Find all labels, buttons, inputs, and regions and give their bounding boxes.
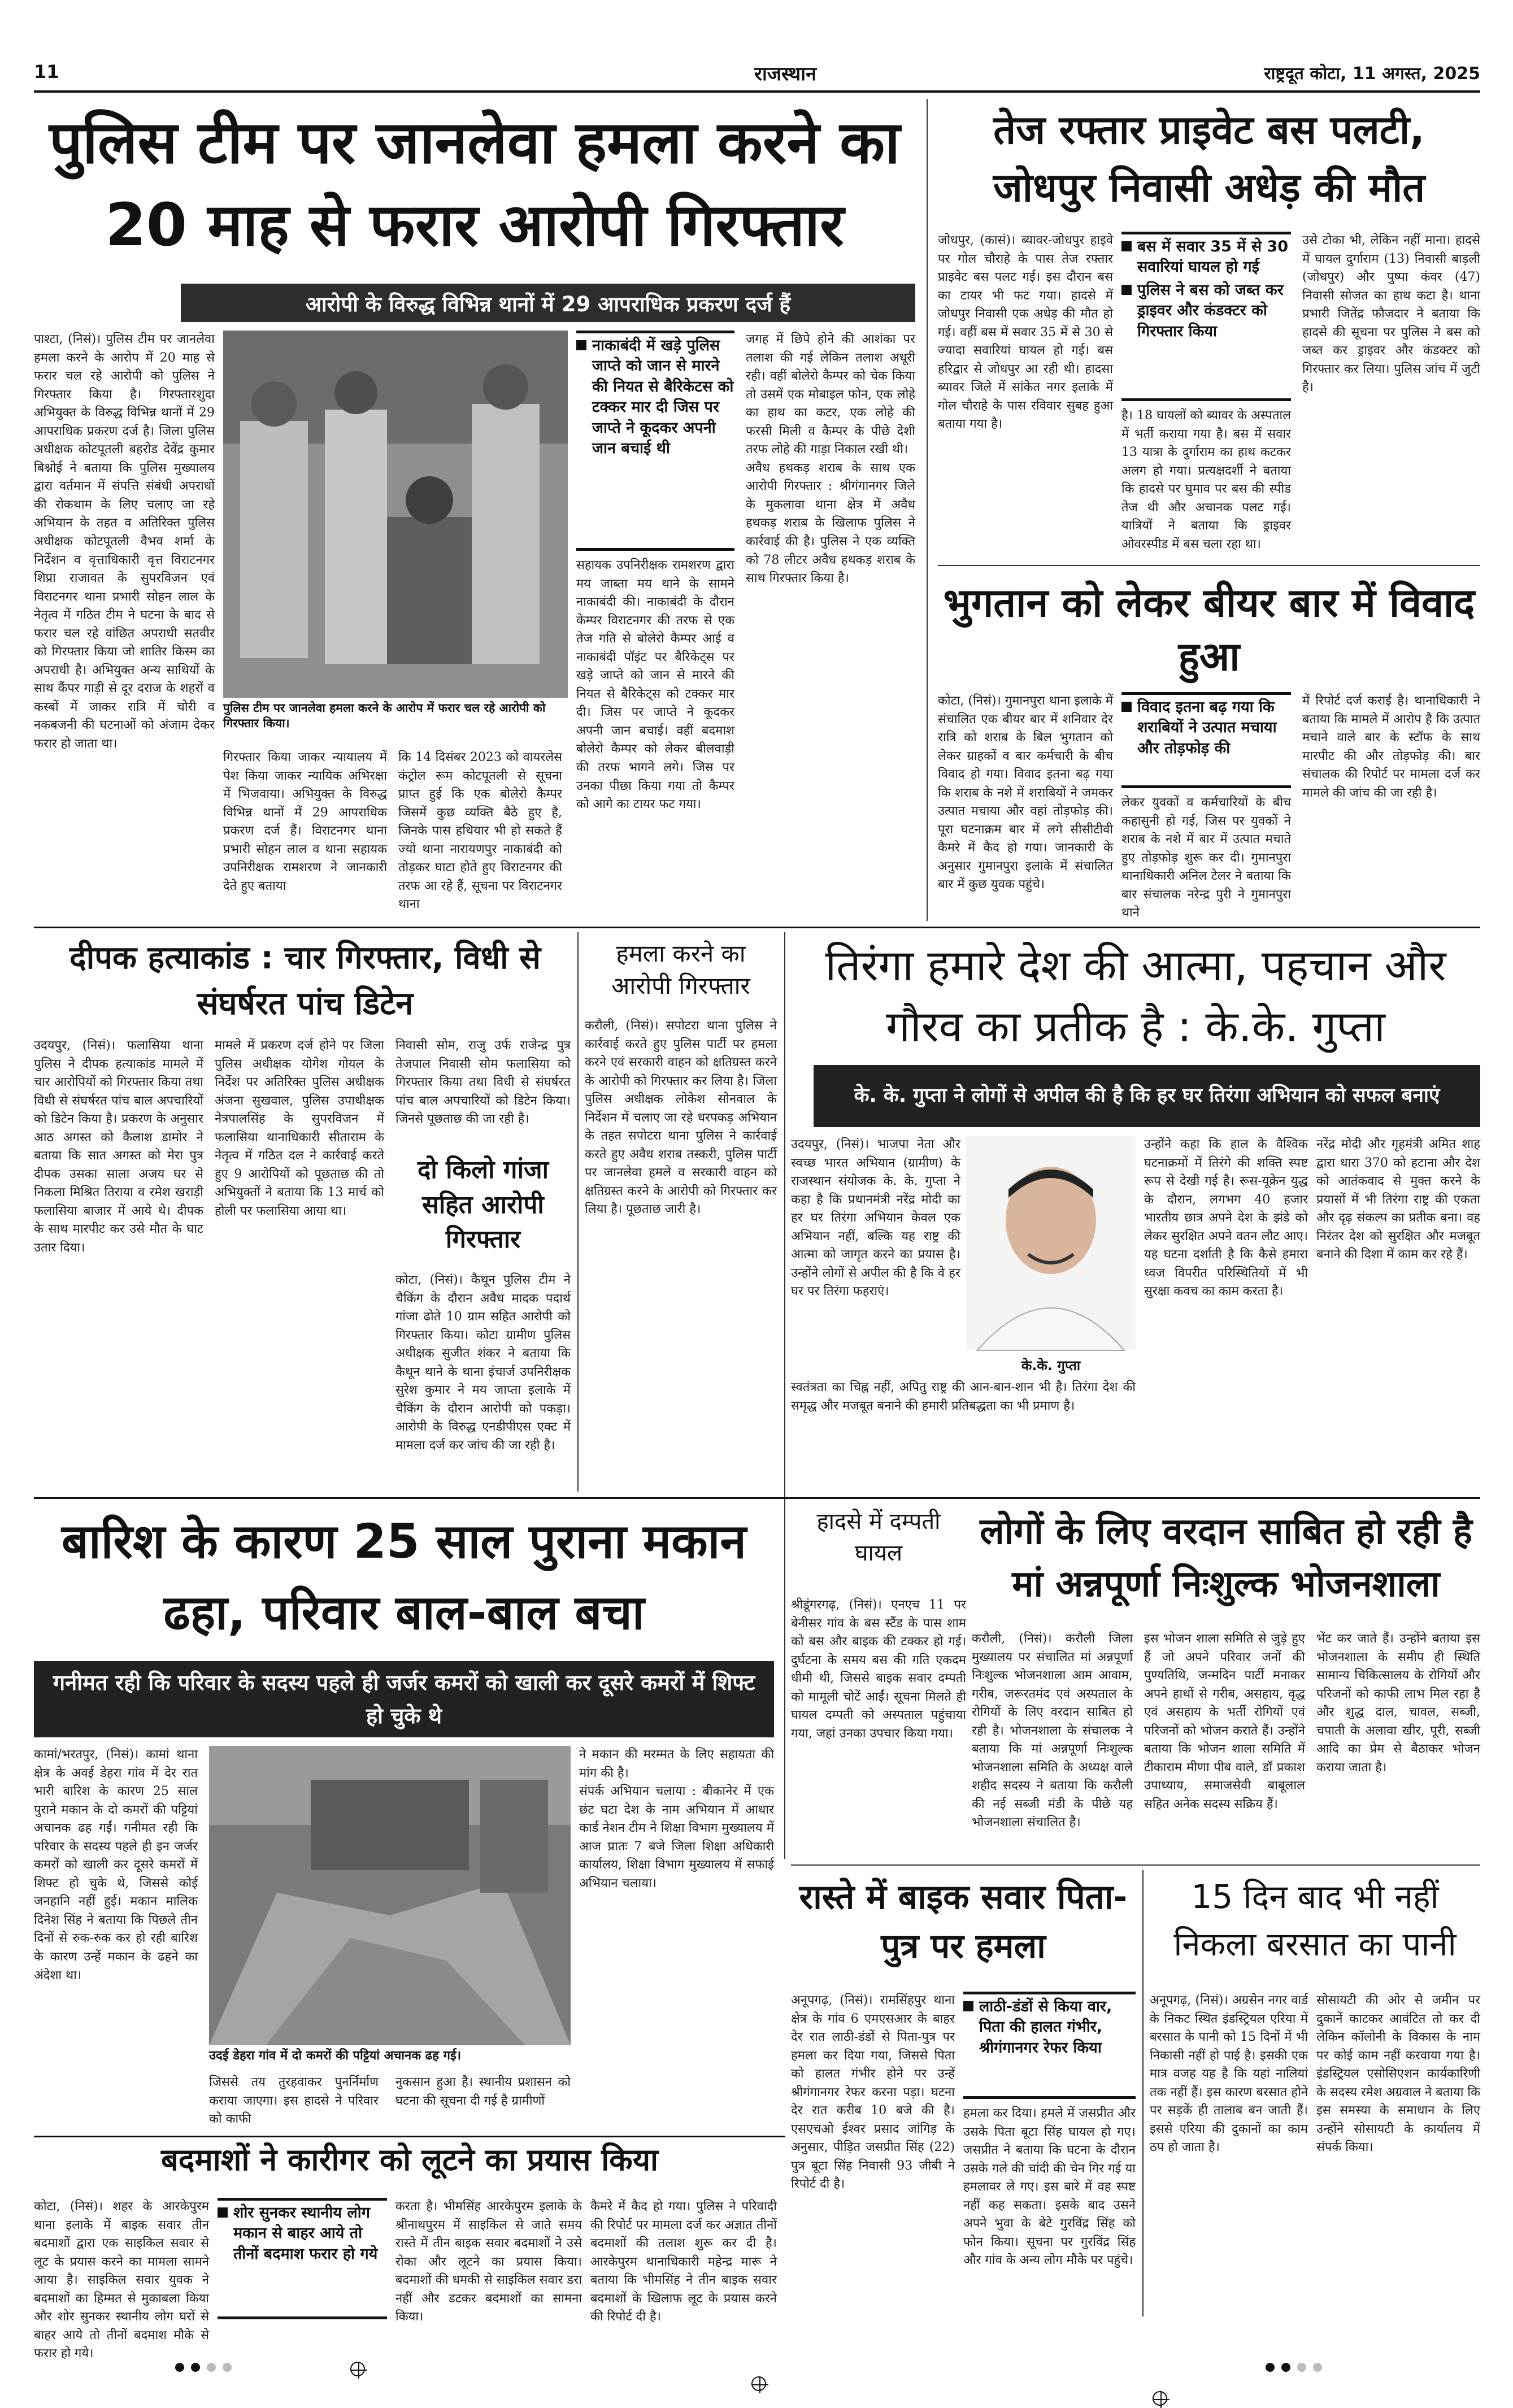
rule-h-row2	[34, 1497, 1480, 1499]
story11-col2	[963, 2105, 1136, 2319]
story11-col2-text: हमला कर दिया। हमले में जसप्रीत और उसके पिता बूटा सिंह घायल हो गए। जसप्रीत ने बताया कि घटना के दौरान उसके गले की चांदी की चेन गिर गई या हमलावर ले गए। इस बारे में वह स्पष्ट नहीं कह सकता। इसके बाद उसने अपने भुवा के बेटे गुरविंद्र सिंह को फोन किया। सूचना पर गुरविंद्र सिंह और गांव के अन्य लोग मौके पर पहुंचे।	[963, 2106, 1136, 2268]
story12-col1	[1150, 1992, 1308, 2319]
bullet-square-icon	[1121, 241, 1132, 251]
bullet-square-icon	[218, 2207, 228, 2218]
story2-quote	[1121, 232, 1291, 401]
story1-col2-text: गिरफ्तार किया जाकर न्यायालय में पेश किया जाकर न्यायिक अभिरक्षा में भिजवाया। अभियुक्त के विरुद्ध विभिन्न थानों में 29 आपराधिक प्रकरण दर्ज हैं। विराटनगर थाना प्रभारी सोहन लाल व थाना सहायक उपनिरीक्षक रामशरण ने जानकारी देते हुए बताया	[223, 750, 387, 893]
registration-dot-icon	[207, 2363, 216, 2372]
story10-col1-text: करौली, (निसं)। करौली जिला मुख्यालय पर संचालित मां अन्नपूर्णा निःशुल्क भोजनशाला आम आवाम, गरीब, जरूरतमंद एवं अस्पताल के रोगियों के लिए वरदान साबित हो रही है। भोजनशाला के संचालक ने बताया कि मां अन्नपूर्णा निःशुल्क भोजनशाला समिति के अध्यक्ष वाले शहीद सदस्य ने बताया कि करौली की नई सब्जी मंडी के पीछे यह भोजनशाला संचालित है।	[972, 1632, 1133, 1830]
story9-col	[791, 1596, 966, 1856]
story1-col3-text: कि 14 दिसंबर 2023 को वायरलेस कंट्रोल रूम कोटपूतली से सूचना प्राप्त हुई कि एक बोलेरो कैम्पर जिसमें कुछ व्यक्ति बैठे हुए है, जिनके पास हथियार भी हो सकते हैं ज्यो थाना नारायणपुर नाकाबंदी को तोड़कर घाटा होते हुए विराटनगर की तरफ आ रहे हैं, सूचना पर विराटनगर थाना	[398, 750, 562, 912]
page-number: 11	[34, 61, 59, 82]
story8-col2-text: ने मकान की मरम्मत के लिए सहायता की मांग की है। संपर्क अभियान चलाया : बीकानेर में एक छंट घटा देश के नाम अभियान में आधार कार्ड नेशन टीम ने शिक्षा विभाग मुख्यालय में आज प्रातः 7 बजे जिला शिक्षा अधिकारी कार्यालय, शिक्षा विभाग मुख्यालय में सफाई अभियान चलाया।	[579, 1748, 774, 1890]
registration-dot-icon	[223, 2363, 232, 2372]
bullet-square-icon	[1121, 285, 1132, 295]
story1-subhead: आरोपी के विरुद्ध विभिन्न थानों में 29 आपराधिक प्रकरण दर्ज हैं	[181, 284, 915, 322]
story11-quote-text: लाठी-डंडों से किया वार, पिता की हालत गंभीर, श्रीगंगानगर रेफर किया	[979, 1998, 1112, 2057]
story8-col-bottom2-text: नुकसान हुआ है। स्थानीय प्रशासन को घटना की सूचना दी गई है ग्रामीणों	[395, 2075, 571, 2108]
bullet-square-icon	[1121, 702, 1132, 712]
story1-col1-text: पाश्टा, (निसं)। पुलिस टीम पर जानलेवा हमला करने के आरोप में 20 माह से फरार चल रहे आरोपी को पुलिस ने गिरफ्तार किया है। गिरफ्तारशुदा अभियुक्त के विरुद्ध विभिन्न थानों में 29 आपराधिक प्रकरण दर्ज है। जिला पुलिस अधीक्षक कोटपूतली बहरोड देवेंद्र कुमार बिश्नोई ने बताया कि पुलिस मुख्यालय द्वारा वर्तमान में संपत्ति संबंधी अपराधों की रोकथाम के लिए चलाए जा रहे अभियान के तहत व अतिरिक्त पुलिस अधीक्षक कोटपूतली वैभव शर्मा के निर्देशन व वृत्ताधिकारी वृत्त विराटनगर शिप्रा राजावत के सुपरविजन एवं विराटनगर थाना प्रभारी सोहन लाल के नेतृत्व में गठित टीम ने घटना के बाद से फरार चल रहे वांछित अपराधी सतवीर को गिरफ्तार किया जो शातिर किस्म का अपराधी है। अभियुक्त अन्य साथियों के साथ कैंपर गाड़ी से दूर दराज के शहरों व कस्बों में जाकर रात्रि में चोरी व नकबजनी की घटनाओं को अंजाम देकर फरार हो जाता था।	[34, 332, 215, 751]
story1-col3	[398, 749, 562, 918]
rule-h-s2	[938, 565, 1480, 566]
story1-quote	[576, 331, 734, 551]
story3-quote	[1121, 692, 1291, 788]
story7-col-left-bottom-text: स्वतंत्रता का चिह्न नहीं, अपितु राष्ट्र की आन-बान-शान भी है। तिरंगा देश की समृद्ध और मजबूत बनाने की हमारी प्रतिबद्धता का भी प्रमाण है।	[791, 1380, 1136, 1413]
story8-caption: उदई डेहरा गांव में दो कमरों की पट्टियां अचानक ढह गई।	[209, 2049, 462, 2063]
story1-photo	[223, 331, 568, 698]
rule-h-row1	[34, 927, 1480, 928]
story2-col1-text: जोधपुर, (कासं)। ब्यावर-जोधपुर हाइवे पर गोल चौराहे के पास तेज रफ्तार प्राइवेट बस पलट गई। इस दौरान बस का टायर भी फट गया। हादसे में जोधपुर निवासी एक अधेड़ की मौत हो गई। वहीं बस में सवार 35 में से 30 से ज्यादा सवारियां घायल हो गई। बस हरिद्वार से जोधपुर आ रही थी। हादसा ब्यावर जिले में सांकेत नगर इलाके में गोल चौराहे के पास रविवार सुबह हुआ बताया गया है।	[938, 233, 1113, 432]
kk-gupta-portrait-icon	[966, 1136, 1136, 1350]
registration-dot-icon	[1281, 2363, 1290, 2372]
story1-col5-text: जगह में छिपे होने की आशंका पर तलाश की गई लेकिन तलाश अधूरी रही। वहीं बोलेरो कैम्पर को चेक किया तो उसमें एक मोबाइल फोन, एक लोहे का हाथ का कटर, एक लोहे की फरसी मिली व कैम्पर के पीछे देशी तरफ लोहे की गाड़ा निकाल रखी थी। अवैध हथकड़ शराब के साथ एक आरोपी गिरफ्तार : श्रीगंगानगर जिले के मुकलावा थाना क्षेत्र में अवैध हथकड़ शराब के खिलाफ पुलिस ने कार्रवाई की है। पुलिस ने एक व्यक्ति को 78 लीटर अवैध हथकड़ शराब के साथ गिरफ्तार किया है।	[746, 332, 915, 586]
rule-h-s11	[791, 1864, 1480, 1866]
story5-col	[395, 1271, 571, 1489]
story5-headline: दो किलो गांजा सहित आरोपी गिरफ्तार	[417, 1155, 549, 1254]
registration-dot-icon	[1266, 2363, 1275, 2372]
page-header	[34, 56, 1480, 90]
story5-col-text: कोटा, (निसं)। कैथून पुलिस टीम ने चैकिंग के दौरान अवैध मादक पदार्थ गांजा ढोते 10 ग्राम सहित आरोपी को गिरफ्तार किया। कोटा ग्रामीण पुलिस अधीक्षक सुजीत शंकर ने बताया कि कैथून थाने के थाना इंचार्ज उपनिरीक्षक सुरेश कुमार ने मय जाप्ता इलाके में चैकिंग के दौरान आरोपी को पकड़ा। आरोपी के विरुद्ध एनडीपीएस एक्ट में मामला दर्ज कर जांच की जा रही है।	[395, 1273, 571, 1453]
story3-col3-text: में रिपोर्ट दर्ज कराई है। थानाधिकारी ने बताया कि मामले में आरोप है कि उत्पात मचाने वाले बार के स्टॉफ के साथ मारपीट की और तोड़फोड़ की। बार संचालक की रिपोर्ट पर मामला दर्ज कर मामले की जांच की जा रही है।	[1302, 694, 1480, 800]
story6-col-text: करौली, (निसं)। सपोटरा थाना पुलिस ने कार्रवाई करते हुए पुलिस पार्टी पर हमला करने एवं सरकारी वाहन को क्षतिग्रस्त करने के आरोपी को गिरफ्तार कर लिया है। जिला पुलिस अधीक्षक लोकेश सोनवाल के निर्देशन में चलाए जा रहे धरपकड़ अभियान के तहत सपोटरा थाना पुलिस ने कार्रवाई करते हुए अवैध शराब तस्करी, पुलिस पार्टी पर जानलेवा हमले व सरकारी वाहन को क्षतिग्रस्त करने के आरोपी को गिरफ्तार कर लिया है। पूछताछ जारी है।	[585, 1019, 777, 1217]
story10-col3	[1316, 1630, 1480, 1856]
story9-col-text: श्रीडूंगरगढ़, (निसं)। एनएच 11 पर बेनीसर गांव के बस स्टैंड के पास शाम को बस और बाइक की टक्कर हो गई। दुर्घटना के समय बस की गति एकदम धीमी थी, जिससे बाइक सवार दम्पती को मामूली चोटें आईं। सूचना मिलते ही घायल दम्पती को अस्पताल पहुंचाया गया, जहां उनका उपचार किया गया।	[791, 1598, 966, 1741]
story2-col3-text: उसे टोका भी, लेकिन नहीं माना। हादसे में घायल दुर्गाराम (13) निवासी बाड़ली (जोधपुर) और पुष्पा कंवर (47) निवासी सोजत का हाथ कटा है। थाना प्रभारी जितेंद्र फौजदार ने बताया कि हादसे की सूचना पर पुलिस ने बस को जब्त कर ड्राइवर और कंडक्टर को गिरफ्तार कर लिया। पुलिस जांच में जुटी है।	[1302, 233, 1480, 395]
story7-headline: तिरंगा हमारे देश की आत्मा, पहचान और गौरव का प्रतीक है : के.के. गुप्ता	[825, 940, 1446, 1051]
story2-col1	[938, 232, 1113, 548]
story4-col1-text: उदयपुर, (निसं)। फलासिया थाना पुलिस ने दीपक हत्याकांड मामले में चार आरोपियों को गिरफ्तार किया तथा विधी से संघर्षरत पांच बाल अपचारियों को डिटेन किया है। प्रकरण के अनुसार आठ अगस्त को कैलाश डामोर ने बताया कि सात अगस्त को मेरा पुत्र दीपक उसका साला अजय घर से निकला मिश्रित तिराया व रमेश खराड़ी फलासिया बाजार में आये थे। दीपक के साथ मारपीट कर उसे मौत के घाट उतार दिया।	[34, 1038, 203, 1255]
story11-col1	[791, 1992, 955, 2319]
header-rule	[34, 90, 1480, 93]
story13-col1-text: कोटा, (निसं)। शहर के आरकेपुरम थाना इलाके में बाइक सवार तीन बदमाशों द्वारा एक साइकिल सवार से लूट के प्रयास करने का मामला सामने आया है। साइकिल सवार युवक ने बदमाशों का हिम्मत से मुकाबला किया और शोर सुनकर स्थानीय लोग घरों से बाहर आये तो तीनों बदमाश मौके से फरार हो गये।	[34, 2200, 209, 2361]
story4-col3-text: निवासी सोम, राजु उर्फ राजेन्द्र पुत्र तेजपाल निवासी सोम फलासिया को गिरफ्तार किया तथा विधी से संघर्षरत पांच बाल अपचारियों को डिटेन किया। जिनसे पूछताछ की जा रही है।	[395, 1038, 571, 1127]
story10-col1	[972, 1630, 1133, 1856]
rule-h-s13	[34, 2136, 785, 2137]
story8-col2	[579, 1746, 774, 2130]
story3-col1	[938, 692, 1113, 918]
registration-dot-icon	[1297, 2363, 1306, 2372]
story7-col3	[1316, 1136, 1480, 1489]
story4-col2-text: मामले में प्रकरण दर्ज होने पर जिला पुलिस अधीक्षक योगेश गोयल के निर्देश पर अतिरिक्त पुलिस अधीक्षक अंजना सुखवाल, पुलिस उपाधीक्षक नेत्रपालसिंह के सुपरविजन में फलासिया थानाधिकारी सीताराम के नेतृत्व में गठित दल ने कार्रवाई करते हुए 9 आरोपियों को पूछताछ की तो अभियुक्तों ने बताया कि 13 मार्च को होली पर फलासिया आया था।	[215, 1038, 384, 1218]
story13-col1	[34, 2198, 209, 2361]
story1-col2	[223, 749, 387, 918]
story1-col1	[34, 331, 215, 918]
story13-headline: बदमाशों ने कारीगर को लूटने का प्रयास किया	[160, 2142, 659, 2177]
story12-headline: 15 दिन बाद भी नहीं निकला बरसात का पानी	[1173, 1877, 1457, 1964]
story13-col3	[590, 2198, 777, 2324]
story3-col3	[1302, 692, 1480, 918]
story13-col2-text: करता है। भीमसिंह आरकेपुरम इलाके के श्रीनाथपुरम में साइकिल से जाते समय रास्ते में तीन बाइक सवार बदमाशों ने उसे रोका और लूटने का प्रयास किया। बदमाशों की धमकी से साइकिल सवार डरा नहीं और डटकर बदमाशों का सामना किया।	[395, 2200, 582, 2324]
registration-mark-icon	[751, 2376, 766, 2391]
story7-col1	[791, 1136, 960, 1373]
rule-v-main	[927, 99, 928, 921]
registration-dot-icon	[1313, 2363, 1322, 2372]
story2-quote-2: पुलिस ने बस को जब्त कर ड्राइवर और कंडक्टर को गिरफ्तार किया	[1137, 281, 1284, 340]
story8-col-bottom1	[209, 2074, 379, 2130]
story4-col3	[395, 1037, 571, 1150]
story1-caption: पुलिस टीम पर जानलेवा हमला करने के आरोप में फरार चल रहे आरोपी को गिरफ्तार किया।	[223, 701, 546, 731]
story4-col2	[215, 1037, 384, 1489]
story12-col2	[1316, 1992, 1480, 2319]
story10-col2-text: इस भोजन शाला समिति से जुड़े हुए हैं जो अपने परिवार जनों की पुण्यतिथि, जन्मदिन पार्टी मनाकर अपने हाथों से गरीब, असहाय, वृद्ध एवं असहाय के भर्ती रोगियों एवं परिजनों को भोजन कराते हैं। उन्होंने बताया कि भोजन शाला समिति में टीकाराम मीणा पीब वाले, डॉ प्रकाश उपाध्याय, समाजसेवी बाबूलाल सहित अनेक सदस्य सक्रिय हैं।	[1144, 1632, 1305, 1811]
rule-v-s12	[1142, 1870, 1144, 2316]
story8-photo	[209, 1746, 571, 2045]
story13-quote-text: शोर सुनकर स्थानीय लोग मकान से बाहर आये तो तीनों बदमाश फरार हो गये	[233, 2204, 378, 2263]
story11-quote	[963, 1992, 1136, 2099]
page-footer	[34, 2356, 1480, 2384]
section-name: राजस्थान	[754, 63, 816, 85]
registration-dot-icon	[191, 2363, 200, 2372]
story7-photo-caption: के.के. गुप्ता	[1021, 1358, 1081, 1373]
story8-col1	[34, 1746, 198, 2130]
story7-subhead: के. के. गुप्ता ने लोगों से अपील की है कि हर घर तिरंगा अभियान को सफल बनाएं	[814, 1065, 1480, 1127]
story7-col2	[1144, 1136, 1308, 1489]
story1-quote-text: नाकाबंदी में खड़े पुलिस जाप्ते को जान से मारने की नियत से बैरिकेटस को टक्कर मार दी जिस पर जाप्ते ने कूदकर अपनी जान बचाई थी	[592, 337, 734, 458]
rule-v-s6	[577, 932, 579, 1492]
story7-photo	[966, 1136, 1136, 1373]
story7-col2-text: उन्होंने कहा कि हाल के वैश्विक घटनाक्रमों में तिरंगे की शक्ति स्पष्ट रूप से देखी गई है। रूस-यूक्रेन युद्ध के दौरान, लगभग 40 हजार भारतीय छात्र अपने देश के झंडे को लेकर सुरक्षित अपने वतन लौट आए। यह घटना दर्शाती है कि कैसे हमारा ध्वज विपरीत परिस्थितियों में भी सुरक्षा कवच का काम करता है।	[1144, 1137, 1308, 1299]
story13-quote	[218, 2198, 387, 2319]
story2-col3	[1302, 232, 1480, 548]
story8-subhead: गनीमत रही कि परिवार के सदस्य पहले ही जर्जर कमरों को खाली कर दूसरे कमरों में शिफ्ट हो चुके थे	[34, 1661, 774, 1737]
bullet-square-icon	[576, 340, 586, 350]
story1-headline: पुलिस टीम पर जानलेवा हमला करने का 20 माह से फरार आरोपी गिरफ्तार	[49, 108, 901, 259]
story7-col3-text: नरेंद्र मोदी और गृहमंत्री अमित शाह द्वारा धारा 370 को हटाना और देश को आतंकवाद से मुक्त करने के प्रयासों में भी तिरंगा राष्ट्र की एकता और दृढ़ संकल्प का प्रतीक बना। वह निरंतर देश को सुरक्षित और मजबूत बनाने की दिशा में काम कर रहे हैं।	[1316, 1137, 1480, 1262]
registration-mark-icon	[350, 2362, 365, 2376]
story2-headline: तेज रफ्तार प्राइवेट बस पलटी, जोधपुर निवासी अधेड़ की मौत	[993, 107, 1425, 211]
story2-col2	[1121, 407, 1291, 551]
story2-col2-text: है। 18 घायलों को ब्यावर के अस्पताल में भर्ती कराया गया है। बस में सवार 13 यात्रा के दुर्गाराम का हाथ कटकर अलग हो गया। प्रत्यक्षदर्शी ने बताया कि हादसे पर घुमाव पर बस की स्पीड तेज थी और अचानक पलट गई। यात्रियों ने बताया कि ड्राइवर ओवरस्पीड में बस चला रहा था।	[1121, 408, 1291, 551]
story3-headline: भुगतान को लेकर बीयर बार में विवाद हुआ	[943, 580, 1475, 680]
story8-col-bottom2	[395, 2074, 571, 2130]
story10-col3-text: भेंट कर जाते हैं। उन्होंने बताया इस भोजनशाला के समीप ही स्थिति सामान्य चिकित्सालय के रोगियों और परिजनों को काफी लाभ मिल रहा है और शुद्ध दाल, चावल, सब्जी, चपाती के अलावा खीर, पूरी, सब्जी आदि का प्रेम से बैठाकर भोजन कराया जाता है।	[1316, 1632, 1480, 1775]
story6-headline: हमला करने का आरोपी गिरफ्तार	[611, 940, 750, 999]
collapsed-house-photo-icon	[209, 1746, 571, 2045]
story3-col2-text: लेकर युवकों व कर्मचारियों के बीच कहासुनी हो गई, जिस पर युवकों ने शराब के नशे में बार में उत्पात मचाते हुए तोड़फोड़ शुरू कर दी। गुमानपुरा थानाधिकारी अनिल टेलर ने बताया कि बार संचालक नरेन्द्र पुरी ने गुमानपुरा थाने	[1121, 796, 1291, 920]
bullet-square-icon	[963, 2001, 973, 2011]
story1-col5	[746, 331, 915, 918]
color-bar-right	[1266, 2363, 1322, 2372]
color-bar-left	[175, 2363, 232, 2372]
story6-col	[585, 1017, 777, 1489]
registration-mark-icon	[1153, 2391, 1167, 2406]
story9-headline: हादसे में दम्पती घायल	[816, 1509, 941, 1566]
story10-headline: लोगों के लिए वरदान साबित हो रही है मां अन्नपूर्णा निःशुल्क भोजनशाला	[980, 1511, 1472, 1605]
story4-headline: दीपक हत्याकांड : चार गिरफ्तार, विधी से संघर्षरत पांच डिटेन	[69, 940, 541, 1023]
story12-col1-text: अनूपगढ़, (निसं)। अग्रसेन नगर वार्ड के निकट स्थित इंडस्ट्रियल एरिया में बरसात के पानी को 15 दिनों में भी निकासी नहीं हो पाई है। इसकी एक मात्र वजह यह है कि यहां नालियां तक नहीं हैं। इस कारण बरसात होने पर सड़कें ही तालाब बन जाती हैं। इससे एरिया की दुकानों का काम ठप हो जाता है।	[1150, 1993, 1308, 2155]
paper-date: राष्ट्रदूत कोटा, 11 अगस्त, 2025	[1264, 64, 1480, 84]
story11-headline: रास्ते में बाइक सवार पिता-पुत्र पर हमला	[799, 1877, 1128, 1966]
story13-col2	[395, 2198, 582, 2324]
story4-col1	[34, 1037, 203, 1489]
registration-dot-icon	[175, 2363, 184, 2372]
story8-col-bottom1-text: जिससे तय तुरहवाकर पुनर्निर्माण कराया जाएगा। इस हादसे ने परिवार को काफी	[209, 2075, 379, 2127]
story3-col2	[1121, 794, 1291, 918]
story7-col1-text: उदयपुर, (निसं)। भाजपा नेता और स्वच्छ भारत अभियान (ग्रामीण) के राजस्थान संयोजक के. के. गुप्ता ने कहा है कि प्रधानमंत्री नरेंद्र मोदी का हर घर तिरंगा अभियान केवल एक अभियान नहीं, बल्कि यह राष्ट्र की आत्मा को जागृत करने का प्रयास है। उन्होंने लोगों से अपील की है कि वे हर घर पर तिरंगा फहराएं।	[791, 1137, 960, 1299]
story1-col4	[576, 557, 734, 918]
story3-col1-text: कोटा, (निसं)। गुमानपुरा थाना इलाके में संचालित एक बीयर बार में शनिवार देर रात्रि को शराब के बिल भुगतान को लेकर ग्राहकों व बार कर्मचारी के बीच विवाद हो गया। विवाद इतना बढ़ गया कि शराब के नशे में शराबियों ने जमकर उत्पात मचाया और वहां तोड़फोड़ की। पूरा घटनाक्रम बार में लगे सीसीटीवी कैमरे में कैद हो गया। जानकारी के अनुसार गुमानपुरा इलाके में संचालित बार में कुछ युवक पहुंचे।	[938, 694, 1113, 892]
story8-col1-text: कामां/भरतपुर, (निसं)। कामां थाना क्षेत्र के अवई डेहरा गांव में देर रात भारी बारिश के कारण 25 साल पुराने मकान के दो कमरों की पट्टियां अचानक ढह गईं। गनीमत रही कि परिवार के सदस्य पहले ही इन जर्जर कमरों को खाली कर दूसरे कमरों में शिफ्ट हो चुके थे, जिससे कोई जनहानि नहीं हुई। मकान मालिक दिनेश सिंह ने बताया कि पिछले तीन दिनों से रुक-रुक कर हो रही बारिश के कारण उन्हें मकान के ढहने का अंदेशा था।	[34, 1748, 198, 1983]
police-photo-icon	[223, 331, 568, 698]
story1-col4-text: सहायक उपनिरीक्षक रामशरण द्वारा मय जाब्ता मय थाने के सामने नाकाबंदी की। नाकाबंदी के दौरान केम्पर विराटनगर की तरफ से एक तेज गति से बोलेरो कैम्पर आई व नाकाबंदी पॉइंट पर बैरिकेट्स पर खड़े जाप्ते को जान से मारने की नियत से बैरिकेट्स को टक्कर मार दी। जिस पर जाप्ते ने कूदकर अपनी जान बचाई। वहीं बदमाश बोलेरो कैम्पर को लेकर बीलवाड़ी की तरफ भागने लगे। जिस पर उनका पीछा किया गया तो कैम्पर को आगे का टायर फट गया।	[576, 558, 734, 812]
story2-quote-1: बस में सवार 35 में से 30 सवारियां घायल हो गई	[1137, 238, 1289, 276]
story7-col-left-bottom	[791, 1379, 1136, 1489]
story12-col2-text: सोसायटी की ओर से जमीन पर दुकानें काटकर आवंटित तो कर दी लेकिन कॉलोनी के विकास के नाम पर कोई काम नहीं करवाया गया है। इंडस्ट्रियल एसोसिएशन कार्यकारिणी के सदस्य रमेश अग्रवाल ने बताया कि इस समस्या के समाधान के लिए उन्होंने सोसायटी के कार्यालय में संपर्क किया।	[1316, 1993, 1480, 2155]
story11-col1-text: अनूपगढ़, (निसं)। रामसिंहपुर थाना क्षेत्र के गांव 6 एमएसआर के बाहर देर रात लाठी-डंडों से पिता-पुत्र पर हमला कर दिया गया, जिससे पिता को हालत गंभीर होने पर उन्हें श्रीगंगानगर रेफर करना पड़ा। घटना देर रात करीब 10 बजे की है। एसएचओ ईश्वर प्रसाद जांगिड़ के अनुसार, पीड़ित जसप्रीत सिंह (22) पुत्र बूटा सिंह निवासी 93 जीबी ने रिपोर्ट दी है।	[791, 1993, 955, 2192]
rule-v-s7	[784, 932, 785, 1859]
story13-col3-text: कैमरे में कैद हो गया। पुलिस ने परिवादी की रिपोर्ट पर मामला दर्ज कर अज्ञात तीनों बदमाशों की तलाश शुरू कर दी है। आरकेपुरम थानाधिकारी महेन्द्र मारू ने बताया कि भीमसिंह ने तीन बाइक सवार बदमाशों के खिलाफ लूट के प्रयास करने की रिपोर्ट दी है।	[590, 2200, 777, 2324]
story3-quote-text: विवाद इतना बढ़ गया कि शराबियों ने उत्पात मचाया और तोड़फोड़ की	[1137, 698, 1277, 757]
story8-headline: बारिश के कारण 25 साल पुराना मकान ढहा, परिवार बाल-बाल बचा	[62, 1514, 746, 1640]
story10-col2	[1144, 1630, 1305, 1856]
